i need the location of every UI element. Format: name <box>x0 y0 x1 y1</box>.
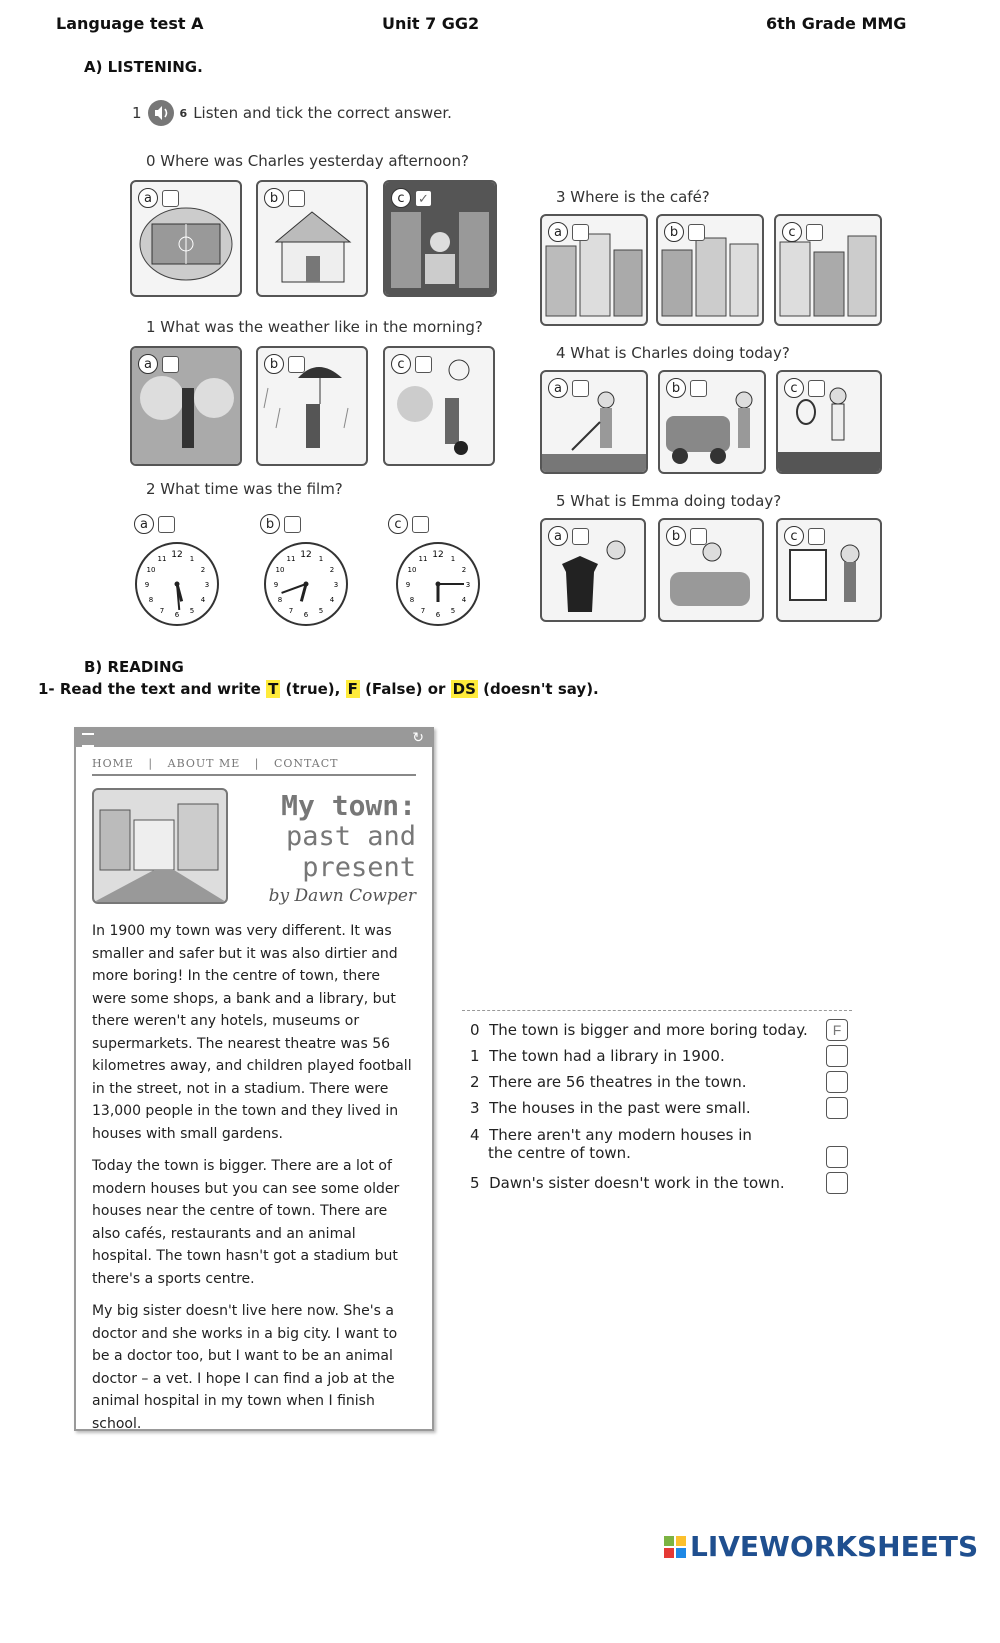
q1-option-b[interactable] <box>256 346 368 466</box>
title-line-2: past and <box>285 821 416 852</box>
reading-instruction <box>38 680 599 698</box>
statement-number: 1 <box>470 1047 480 1065</box>
tick-box[interactable] <box>808 528 825 545</box>
clock-number: 9 <box>405 581 411 589</box>
tick-box[interactable] <box>572 380 589 397</box>
statement-number: 3 <box>470 1099 480 1117</box>
clock-number: 3 <box>333 581 339 589</box>
question-5: 5 What is Emma doing today? <box>556 492 782 510</box>
doesnt-say-desc: (doesn't say). <box>477 680 599 698</box>
statement-text: The houses in the past were small. <box>489 1099 751 1117</box>
statement-5 <box>470 1174 785 1192</box>
statement-number: 0 <box>470 1021 480 1039</box>
refresh-icon[interactable]: ↻ <box>412 729 424 745</box>
question-2: 2 What time was the film? <box>146 480 343 498</box>
clock-number: 5 <box>189 606 195 615</box>
grade-label: 6th Grade MMG <box>766 14 907 33</box>
statement-text: There aren't any modern houses in <box>489 1126 752 1144</box>
tick-box[interactable] <box>288 356 305 373</box>
town-image <box>92 788 228 904</box>
title-line-3: present <box>302 852 416 883</box>
clock-number: 3 <box>204 581 210 589</box>
clock-number: 1 <box>450 555 456 564</box>
tick-box[interactable] <box>572 224 589 241</box>
tick-box[interactable] <box>412 516 429 533</box>
clock-number: 11 <box>418 555 428 564</box>
clock-number: 4 <box>200 596 206 604</box>
q3-option-b[interactable] <box>656 214 764 326</box>
statement-text: The town had a library in 1900. <box>489 1047 725 1065</box>
statements-divider <box>462 1010 852 1011</box>
option-letter: b <box>264 188 284 208</box>
nav-separator: | <box>254 757 260 770</box>
paragraph-3: My big sister doesn't live here now. She's a doctor and she works in a big city. I want to be a doctor too, but I want to be an animal doctor – a vet. I hope I can find a job at the animal hospital in my town when I finish school. <box>92 1303 398 1432</box>
q4-option-c[interactable] <box>776 370 882 474</box>
option-letter: c <box>388 514 408 534</box>
tick-box[interactable] <box>158 516 175 533</box>
logo-icon <box>664 1536 686 1558</box>
option-letter: c <box>782 222 802 242</box>
paragraph-1: In 1900 my town was very different. It was smaller and safer but it was also dirtier and more boring! In the centre of town, there were some shops, a bank and a library, but there weren't any hotels, museums or supermarkets. The nearest theatre was 56 kilometres away, and children played football in the street, not in a stadium. There were 13,000 people in the town and they lived in houses with small gardens. <box>92 923 412 1142</box>
clock-number: 10 <box>146 566 156 574</box>
nav-home[interactable]: HOME <box>92 757 134 770</box>
question-1: 1 What was the weather like in the morning? <box>146 318 483 336</box>
clock-center <box>175 582 180 587</box>
q2-option-a[interactable] <box>134 514 175 534</box>
statement-0 <box>470 1021 808 1039</box>
answer-box-4[interactable] <box>826 1146 848 1168</box>
tick-box[interactable] <box>415 356 432 373</box>
nav-about[interactable]: ABOUT ME <box>167 757 241 770</box>
option-letter: b <box>666 526 686 546</box>
clock-hand <box>301 584 306 601</box>
clock-number: 2 <box>200 566 206 574</box>
option-letter: b <box>666 378 686 398</box>
clock-number: 4 <box>461 596 467 604</box>
option-letter: c <box>391 354 411 374</box>
listening-heading: A) LISTENING. <box>84 58 203 76</box>
tick-box[interactable] <box>162 190 179 207</box>
statement-text: There are 56 theatres in the town. <box>489 1073 747 1091</box>
option-letter: c <box>784 526 804 546</box>
clock-center <box>436 582 441 587</box>
logo-text: LIVEWORKSHEETS <box>690 1530 979 1563</box>
statement-text: Dawn's sister doesn't work in the town. <box>489 1174 785 1192</box>
menu-icon[interactable] <box>82 733 94 747</box>
title-line-1: My town: <box>281 789 416 822</box>
q5-option-a[interactable] <box>540 518 646 622</box>
clock-number: 1 <box>318 555 324 564</box>
statement-text-cont: the centre of town. <box>488 1144 631 1162</box>
option-letter: a <box>548 378 568 398</box>
clock-number: 4 <box>329 596 335 604</box>
reading-heading: B) READING <box>84 658 184 676</box>
option-letter: a <box>138 354 158 374</box>
clock-number: 5 <box>450 606 456 615</box>
option-letter: a <box>134 514 154 534</box>
blog-article <box>74 727 434 1431</box>
listening-instruction <box>132 100 452 126</box>
paragraph-2: Today the town is bigger. There are a lot of modern houses but you can see some older houses near the centre of town. There are also cafés, restaurants and an animal hospital. The town hasn't got a stadium but there's a sports centre. <box>92 1158 400 1287</box>
clock-number: 5 <box>318 606 324 615</box>
q2-option-c[interactable] <box>388 514 429 534</box>
clock-number: 11 <box>286 555 296 564</box>
doesnt-say-code: DS <box>452 680 476 698</box>
answer-box-3[interactable] <box>826 1097 848 1119</box>
statement-number: 5 <box>470 1174 480 1192</box>
answer-box-2[interactable] <box>826 1071 848 1093</box>
tick-box[interactable] <box>288 190 305 207</box>
nav-contact[interactable]: CONTACT <box>274 757 339 770</box>
clock-number: 1 <box>189 555 195 564</box>
tick-box[interactable] <box>284 516 301 533</box>
clock-number: 6 <box>174 611 180 619</box>
statement-3 <box>470 1099 751 1117</box>
statement-4 <box>470 1126 752 1162</box>
statement-1 <box>470 1047 725 1065</box>
q3-option-c[interactable] <box>774 214 882 326</box>
q0-option-b[interactable] <box>256 180 368 297</box>
false-desc: (False) or <box>359 680 451 698</box>
true-desc: (true), <box>280 680 346 698</box>
instruction-number: 1 <box>132 104 142 122</box>
statement-2 <box>470 1073 746 1091</box>
clock-number: 7 <box>288 606 294 615</box>
q1-option-a[interactable] <box>130 346 242 466</box>
clock-number: 2 <box>329 566 335 574</box>
clock-number: 12 <box>300 550 312 560</box>
track-number: 6 <box>179 106 188 120</box>
blog-nav <box>92 757 416 776</box>
option-letter: a <box>548 222 568 242</box>
true-code: T <box>268 680 279 698</box>
unit-label: Unit 7 GG2 <box>382 14 480 33</box>
article-title <box>269 790 416 909</box>
q2-option-b[interactable] <box>260 514 301 534</box>
nav-separator: | <box>148 757 154 770</box>
article-body <box>92 920 416 1435</box>
clock-center <box>304 582 309 587</box>
tick-box[interactable] <box>806 224 823 241</box>
option-letter: a <box>548 526 568 546</box>
answer-box-5[interactable] <box>826 1172 848 1194</box>
clock-number: 9 <box>273 581 279 589</box>
instruction-text: Listen and tick the correct answer. <box>193 104 452 122</box>
q3-option-a[interactable] <box>540 214 648 326</box>
liveworksheets-logo <box>664 1530 978 1563</box>
q0-option-c[interactable] <box>383 180 497 297</box>
statement-number: 4 <box>470 1126 480 1144</box>
clock-hand <box>282 584 306 593</box>
answer-box-1[interactable] <box>826 1045 848 1067</box>
option-letter: b <box>264 354 284 374</box>
clock-number: 6 <box>435 611 441 619</box>
clock-number: 12 <box>171 550 183 560</box>
tick-box[interactable] <box>690 380 707 397</box>
false-code: F <box>347 680 358 698</box>
instruction-text: 1- Read the text and write <box>38 680 267 698</box>
q4-option-b[interactable] <box>658 370 766 474</box>
option-letter: b <box>260 514 280 534</box>
clock-number: 8 <box>277 596 283 604</box>
browser-bar <box>76 729 432 747</box>
test-title: Language test A <box>56 14 204 33</box>
clock-number: 2 <box>461 566 467 574</box>
tick-box[interactable] <box>688 224 705 241</box>
statement-text: The town is bigger and more boring today. <box>489 1021 808 1039</box>
tick-box[interactable] <box>162 356 179 373</box>
clock-b <box>264 542 348 626</box>
tick-box[interactable] <box>808 380 825 397</box>
clock-number: 7 <box>420 606 426 615</box>
tick-box[interactable]: ✓ <box>415 190 432 207</box>
q5-option-c[interactable] <box>776 518 882 622</box>
tick-box[interactable] <box>572 528 589 545</box>
q1-option-c[interactable] <box>383 346 495 466</box>
clock-number: 10 <box>275 566 285 574</box>
question-3: 3 Where is the café? <box>556 188 710 206</box>
option-letter: c <box>391 188 411 208</box>
question-4: 4 What is Charles doing today? <box>556 344 790 362</box>
clock-number: 6 <box>303 611 309 619</box>
clock-c <box>396 542 480 626</box>
clock-number: 12 <box>432 550 444 560</box>
article-header <box>92 788 416 912</box>
article-byline: by Dawn Cowper <box>268 886 416 906</box>
answer-box-0[interactable]: F <box>826 1019 848 1041</box>
clock-number: 9 <box>144 581 150 589</box>
clock-a <box>135 542 219 626</box>
option-letter: b <box>664 222 684 242</box>
tick-box[interactable] <box>690 528 707 545</box>
statement-number: 2 <box>470 1073 480 1091</box>
q5-option-b[interactable] <box>658 518 764 622</box>
clock-number: 3 <box>465 581 471 589</box>
clock-number: 7 <box>159 606 165 615</box>
clock-number: 11 <box>157 555 167 564</box>
speaker-icon[interactable] <box>148 100 174 126</box>
clock-number: 8 <box>409 596 415 604</box>
question-0: 0 Where was Charles yesterday afternoon? <box>146 152 469 170</box>
clock-number: 8 <box>148 596 154 604</box>
option-letter: c <box>784 378 804 398</box>
clock-number: 10 <box>407 566 417 574</box>
q4-option-a[interactable] <box>540 370 648 474</box>
q0-option-a[interactable] <box>130 180 242 297</box>
option-letter: a <box>138 188 158 208</box>
